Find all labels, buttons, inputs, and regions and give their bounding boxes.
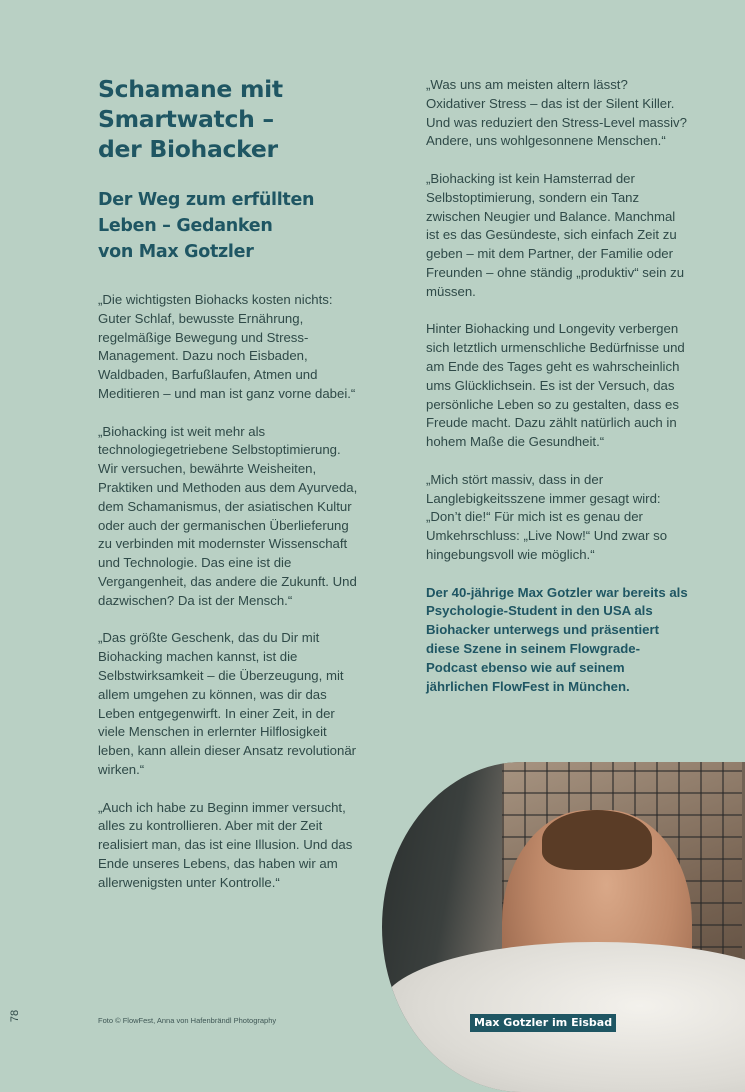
left-column [98, 74, 360, 911]
author-bio: Der 40-jährige Max Gotzler war bereits als Psychologie-Student in den USA als Biohacker unterwegs und präsentiert diese Szene in seinem Flowgrade-Podcast ebenso wie auf seinem jährlichen FlowFest in München. [426, 584, 688, 694]
title-line: der Biohacker [98, 135, 278, 163]
quote-paragraph: „Biohacking ist kein Hamsterrad der Selbstoptimierung, sondern ein Tanz zwischen Neugier und Balance. Manchmal ist es das Gesündeste, sich einfach Zeit zu geben – mit dem Partner, der Familie oder Freunden – ohne ständig „produktiv“ sein zu müssen. [426, 170, 685, 299]
quote-paragraph: „Biohacking ist weit mehr als technologiegetriebene Selbstoptimierung. Wir versuchen, bewährte Weisheiten, Praktiken und Methoden aus dem Ayurveda, dem Schamanismus, der asiatischen Kultur oder auch der germanischen Überlieferung zu verbinden mit modernster Wissenschaft und Technologie. Das eine ist die Vergangenheit, das andere die Zukunft. Und dazwischen? Da ist der Mensch.“ [98, 423, 358, 608]
subtitle-line: Leben – Gedanken [98, 216, 273, 236]
photo-credit: Foto © FlowFest, Anna von Hafenbrändl Photography [98, 1016, 277, 1025]
ice-bath-photo [382, 762, 745, 1092]
quote-paragraph: „Was uns am meisten altern lässt? Oxidativer Stress – das ist der Silent Killer. Und was reduziert den Stress-Level massiv? Andere, uns wohlgesonnene Menschen.“ [426, 77, 687, 149]
quote-paragraph: Hinter Biohacking und Longevity verbergen sich letztlich urmenschliche Bedürfnisse und am Ende des Tages geht es wahrscheinlich ums Glücklichsein. Es ist der Versuch, das persönliche Leben so zu gestalten, dass es Freude macht. Dazu zählt natürlich auch in hohem Maße die Gesundheit.“ [426, 321, 685, 450]
title-line: Schamane mit [98, 75, 283, 103]
quote-paragraph: „Mich stört massiv, dass in der Langlebigkeitsszene immer gesagt wird: „Don’t die!“ Für mich ist es genau der Umkehrschluss: „Live Now!“ Und zwar so hingebungsvoll wie möglich.“ [426, 471, 668, 562]
subtitle-line: Der Weg zum erfüllten [98, 190, 315, 210]
subtitle-line: von Max Gotzler [98, 242, 254, 262]
page-number: 78 [9, 1009, 22, 1023]
right-column [426, 76, 688, 715]
quote-paragraph: „Die wichtigsten Biohacks kosten nichts: Guter Schlaf, bewusste Ernährung, regelmäßige Bewegung und Stress-Management. Dazu noch Eisbaden, Waldbaden, Barfußlaufen, Atmen und Meditieren – und man ist ganz vorne dabei.“ [98, 292, 356, 401]
photo-caption: Max Gotzler im Eisbad [470, 1014, 616, 1032]
article-title [98, 74, 360, 164]
left-quotes [98, 291, 360, 893]
title-line: Smartwatch – [98, 105, 274, 133]
quote-paragraph: „Das größte Geschenk, das du Dir mit Biohacking machen kannst, ist die Selbstwirksamkeit – die Überzeugung, mit allem umgehen zu können, was dir das Leben entgegenwirft. In einer Zeit, in der viele Menschen in erlernter Hilflosigkeit leben, kann allein dieser Ansatz revolutionär wirken.“ [98, 630, 357, 777]
quote-paragraph: „Auch ich habe zu Beginn immer versucht, alles zu kontrollieren. Aber mit der Zeit realisiert man, das ist eine Illusion. Und das Ende unseres Lebens, das haben wir am allerwenigsten unter Kontrolle.“ [98, 799, 353, 890]
person-hair [542, 810, 652, 870]
article-subtitle [98, 187, 360, 265]
